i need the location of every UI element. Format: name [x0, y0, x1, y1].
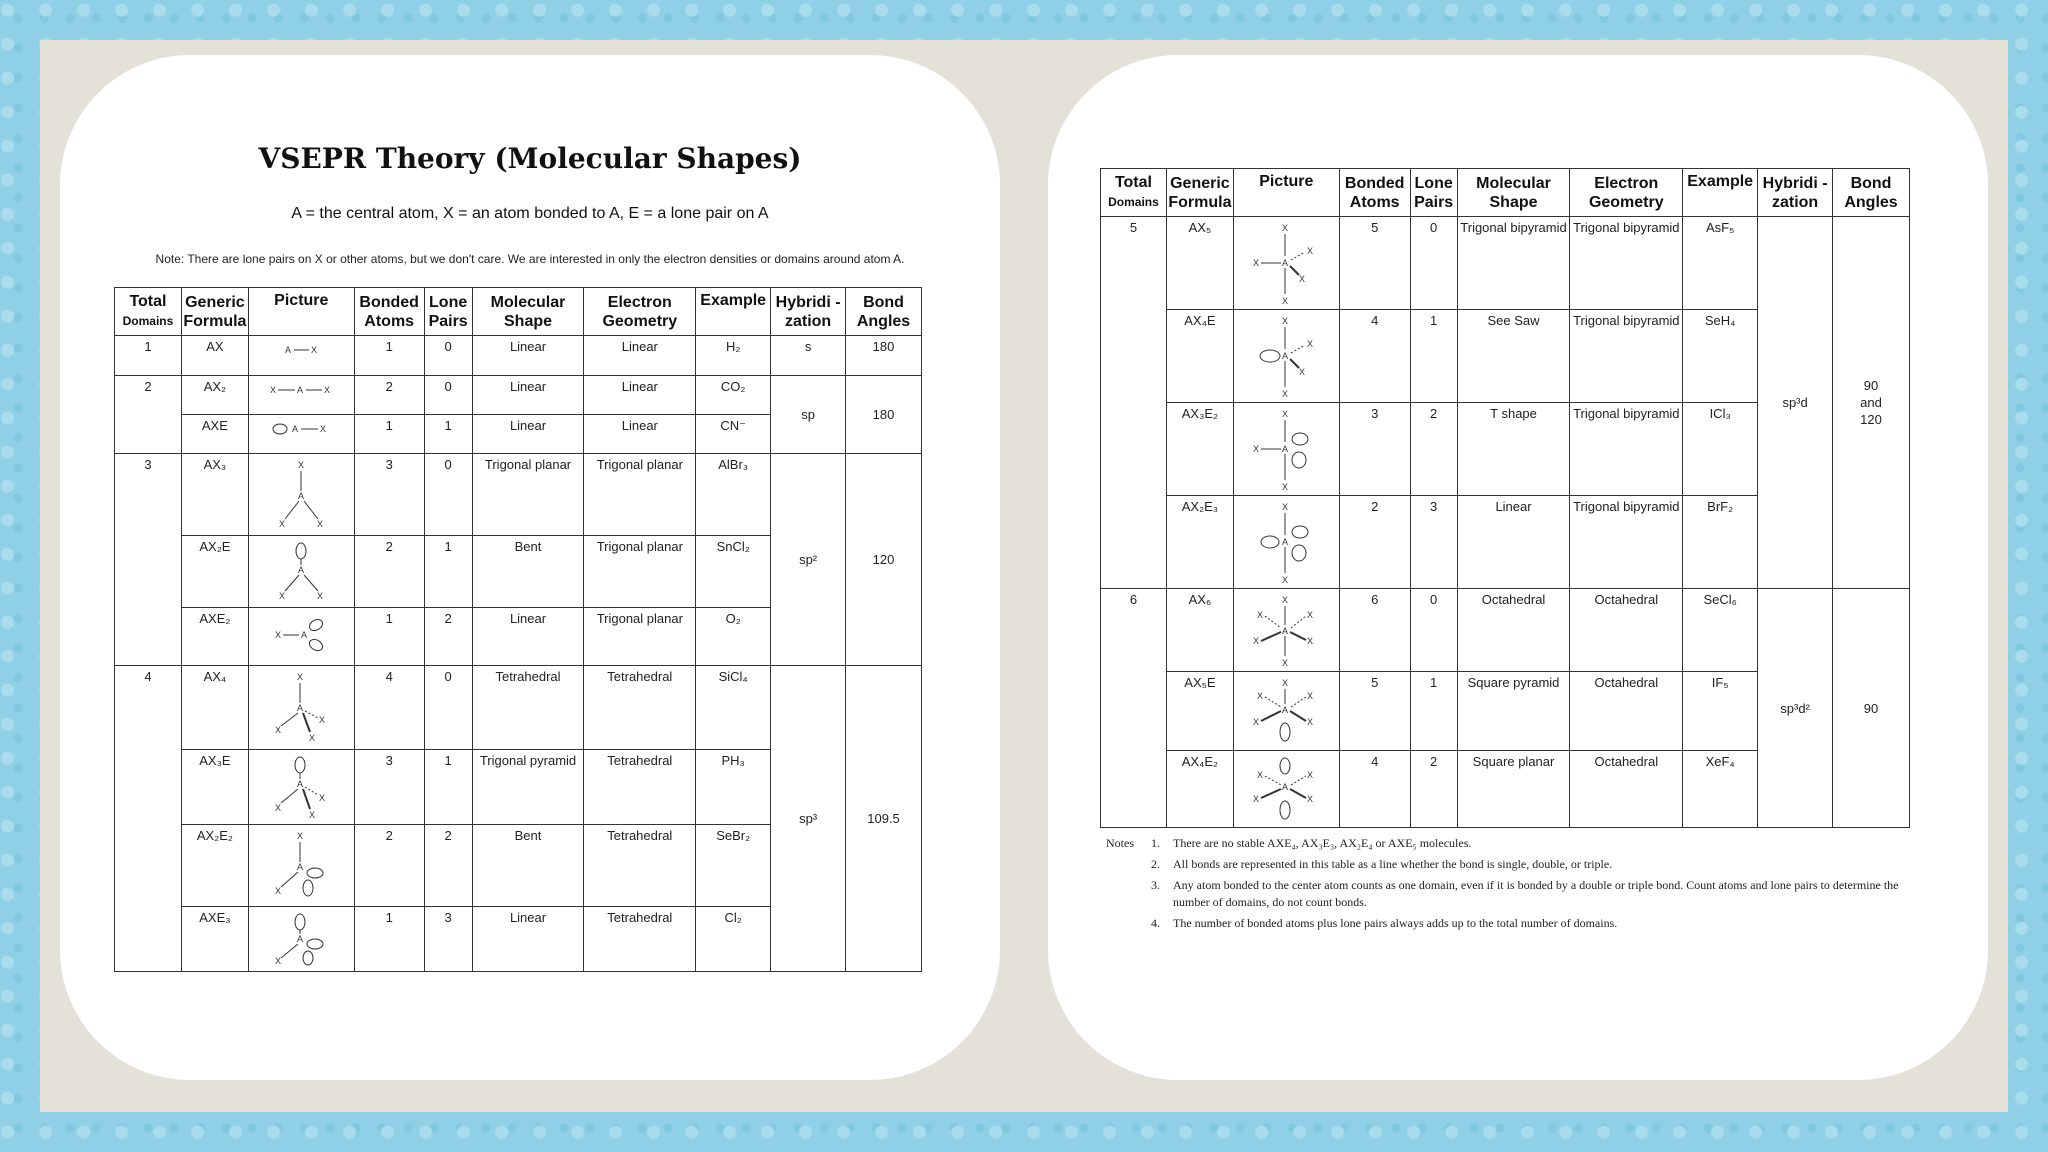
svg-text:X: X	[309, 810, 316, 820]
svg-text:X: X	[1307, 636, 1314, 646]
bonded-atoms-cell: 3	[354, 750, 424, 825]
header-bond-angles: Bond Angles	[846, 288, 922, 336]
picture-cell	[248, 415, 354, 454]
picture-cell	[1233, 496, 1339, 589]
header-total-domains: Total Domains	[1101, 169, 1167, 217]
generic-formula-cell: AX₅	[1166, 217, 1233, 310]
lone-pairs-cell: 1	[1410, 310, 1457, 403]
example-cell: SiCl₄	[696, 666, 771, 750]
molecule-diagram	[266, 381, 336, 399]
note-number: 3.	[1151, 878, 1160, 892]
vsepr-table-right	[1100, 168, 1910, 828]
bond-angles-cell: 90	[1833, 589, 1910, 828]
bonded-atoms-cell: 3	[1339, 403, 1410, 496]
example-cell: ICl₃	[1683, 403, 1758, 496]
vsepr-table-left	[114, 287, 922, 972]
svg-text:X: X	[317, 591, 324, 601]
svg-text:X: X	[298, 460, 305, 470]
generic-formula-cell: AX₃	[181, 454, 248, 536]
note-item	[1106, 877, 1906, 911]
header-generic-formula: Generic Formula	[1166, 169, 1233, 217]
picture-cell	[1233, 310, 1339, 403]
lone-pairs-cell: 1	[424, 415, 472, 454]
svg-text:X: X	[1307, 246, 1314, 256]
molecular-shape-cell: Trigonal planar	[472, 454, 584, 536]
right-page	[1048, 55, 1988, 1080]
bonded-atoms-cell: 5	[1339, 217, 1410, 310]
header-bond-angles: Bond Angles	[1833, 169, 1910, 217]
molecular-shape-cell: Square planar	[1457, 751, 1570, 828]
picture-cell	[248, 454, 354, 536]
total-domains-cell: 3	[115, 454, 182, 666]
svg-text:X: X	[320, 424, 327, 434]
lone-pairs-cell: 0	[424, 336, 472, 376]
svg-text:X: X	[1257, 610, 1264, 620]
left-page	[60, 55, 1000, 1080]
electron-geometry-cell: Tetrahedral	[584, 750, 696, 825]
table-row	[115, 666, 922, 750]
generic-formula-cell: AX₃E₂	[1166, 403, 1233, 496]
svg-text:A: A	[1282, 444, 1289, 454]
lone-pairs-cell: 2	[1410, 751, 1457, 828]
header-total-domains: Total Domains	[115, 288, 182, 336]
svg-text:X: X	[1282, 482, 1289, 492]
hybridization-cell: s	[771, 336, 846, 376]
svg-text:X: X	[1282, 316, 1289, 326]
generic-formula-cell: AX₃E	[181, 750, 248, 825]
molecule-diagram	[269, 912, 333, 968]
svg-text:X: X	[1282, 296, 1289, 306]
svg-text:X: X	[309, 733, 316, 743]
generic-formula-cell: AX	[181, 336, 248, 376]
svg-text:X: X	[1307, 691, 1314, 701]
page-subtitle: A = the central atom, X = an atom bonded to A, E = a lone pair on A	[291, 205, 769, 222]
molecular-shape-cell: Square pyramid	[1457, 672, 1570, 751]
bonded-atoms-cell: 4	[354, 666, 424, 750]
electron-geometry-cell: Trigonal planar	[584, 608, 696, 666]
svg-text:X: X	[1282, 595, 1289, 605]
molecule-diagram	[1251, 222, 1321, 306]
svg-text:X: X	[279, 519, 286, 529]
bonded-atoms-cell: 1	[354, 336, 424, 376]
svg-text:X: X	[1299, 367, 1306, 377]
bond-angles-cell: 109.5	[846, 666, 922, 972]
notes-label: Notes	[1106, 836, 1134, 850]
hybridization-cell: sp³d²	[1758, 589, 1833, 828]
molecule-diagram	[1251, 408, 1321, 492]
header-example: Example	[1683, 169, 1758, 217]
svg-text:X: X	[1253, 444, 1260, 454]
electron-geometry-cell: Linear	[584, 415, 696, 454]
example-cell: SeH₄	[1683, 310, 1758, 403]
page-note: Note: There are lone pairs on X or other atoms, but we don't care. We are interested in only the electron densities or domains around atom A.	[155, 252, 905, 266]
lone-pairs-cell: 0	[424, 376, 472, 415]
bonded-atoms-cell: 2	[354, 536, 424, 608]
electron-geometry-cell: Tetrahedral	[584, 666, 696, 750]
svg-text:X: X	[279, 591, 286, 601]
generic-formula-cell: AXE	[181, 415, 248, 454]
note-item	[1106, 915, 1906, 932]
total-domains-cell: 4	[115, 666, 182, 972]
picture-cell	[248, 907, 354, 972]
note-number: 2.	[1151, 857, 1160, 871]
header-bonded-atoms: Bonded Atoms	[354, 288, 424, 336]
svg-text:A: A	[1282, 258, 1289, 268]
lone-pairs-cell: 3	[1410, 496, 1457, 589]
molecular-shape-cell: Linear	[472, 336, 584, 376]
svg-text:X: X	[1282, 409, 1289, 419]
header-bonded-atoms: Bonded Atoms	[1339, 169, 1410, 217]
generic-formula-cell: AX₂	[181, 376, 248, 415]
svg-text:X: X	[319, 715, 326, 725]
bonded-atoms-cell: 4	[1339, 310, 1410, 403]
bond-angles-cell: 180	[846, 336, 922, 376]
electron-geometry-cell: Trigonal planar	[584, 536, 696, 608]
electron-geometry-cell: Trigonal bipyramid	[1570, 496, 1683, 589]
molecule-diagram	[1251, 594, 1321, 668]
svg-text:X: X	[317, 519, 324, 529]
electron-geometry-cell: Linear	[584, 376, 696, 415]
picture-cell	[1233, 217, 1339, 310]
svg-text:A: A	[297, 703, 304, 713]
molecule-diagram	[269, 671, 333, 745]
picture-cell	[1233, 589, 1339, 672]
table-row	[115, 454, 922, 536]
generic-formula-cell: AX₄	[181, 666, 248, 750]
molecule-diagram	[271, 613, 331, 657]
lone-pairs-cell: 1	[424, 536, 472, 608]
lone-pairs-cell: 0	[424, 666, 472, 750]
bond-angles-value: 90 and 120	[1860, 378, 1882, 427]
note-text: There are no stable AXE₄, AX₃E₃, AX₂E₄ or AXE₅ molecules.	[1173, 836, 1472, 850]
molecular-shape-cell: Bent	[472, 536, 584, 608]
svg-text:X: X	[1253, 794, 1260, 804]
header-electron-geometry: Electron Geometry	[1570, 169, 1683, 217]
picture-cell	[248, 536, 354, 608]
molecular-shape-cell: Linear	[472, 415, 584, 454]
note-item	[1106, 835, 1906, 852]
molecule-diagram	[1251, 756, 1321, 824]
svg-text:X: X	[1282, 678, 1289, 688]
header-example: Example	[696, 288, 771, 336]
svg-text:X: X	[1307, 794, 1314, 804]
example-cell: XeF₄	[1683, 751, 1758, 828]
hybridization-cell: sp³d	[1758, 217, 1833, 589]
electron-geometry-cell: Octahedral	[1570, 672, 1683, 751]
picture-cell	[1233, 403, 1339, 496]
example-cell: IF₅	[1683, 672, 1758, 751]
svg-text:X: X	[319, 793, 326, 803]
svg-text:X: X	[297, 831, 304, 841]
note-text: The number of bonded atoms plus lone pairs always adds up to the total number of domains.	[1173, 916, 1618, 930]
svg-text:X: X	[1299, 274, 1306, 284]
svg-text:X: X	[275, 886, 282, 896]
picture-cell	[248, 376, 354, 415]
molecule-diagram	[1251, 315, 1321, 399]
molecular-shape-cell: Trigonal bipyramid	[1457, 217, 1570, 310]
bonded-atoms-cell: 4	[1339, 751, 1410, 828]
svg-text:X: X	[1282, 223, 1289, 233]
total-domains-cell: 5	[1101, 217, 1167, 589]
header-hybridization: Hybridi -zation	[1758, 169, 1833, 217]
lone-pairs-cell: 2	[424, 608, 472, 666]
molecular-shape-cell: Tetrahedral	[472, 666, 584, 750]
lone-pairs-cell: 0	[424, 454, 472, 536]
example-cell: SeCl₆	[1683, 589, 1758, 672]
svg-text:A: A	[301, 630, 308, 640]
svg-text:A: A	[1282, 537, 1289, 547]
note-text: Any atom bonded to the center atom counts as one domain, even if it is bonded by a double or triple bond. Count atoms and lone pairs to determine the number of domains, do not count bonds.	[1173, 878, 1899, 909]
svg-text:X: X	[1282, 502, 1289, 512]
molecular-shape-cell: Linear	[472, 907, 584, 972]
electron-geometry-cell: Trigonal planar	[584, 454, 696, 536]
svg-text:A: A	[292, 424, 299, 434]
svg-text:A: A	[297, 862, 304, 872]
lone-pairs-cell: 0	[1410, 589, 1457, 672]
hybridization-cell: sp³	[771, 666, 846, 972]
electron-geometry-cell: Tetrahedral	[584, 907, 696, 972]
svg-text:A: A	[1282, 626, 1289, 636]
header-hybridization: Hybridi -zation	[771, 288, 846, 336]
header-generic-formula: Generic Formula	[181, 288, 248, 336]
generic-formula-cell: AX₂E₂	[181, 825, 248, 907]
molecule-diagram	[269, 755, 333, 821]
bonded-atoms-cell: 1	[354, 608, 424, 666]
page-title: VSEPR Theory (Molecular Shapes)	[258, 142, 802, 175]
molecular-shape-cell: Octahedral	[1457, 589, 1570, 672]
electron-geometry-cell: Tetrahedral	[584, 825, 696, 907]
svg-text:A: A	[1282, 351, 1289, 361]
bond-angles-cell: 120	[846, 454, 922, 666]
svg-text:A: A	[1282, 705, 1289, 715]
svg-text:X: X	[1307, 610, 1314, 620]
example-cell: CN⁻	[696, 415, 771, 454]
picture-cell	[248, 825, 354, 907]
molecule-diagram	[271, 341, 331, 359]
svg-text:A: A	[285, 345, 292, 355]
svg-text:X: X	[275, 956, 282, 966]
total-domains-cell: 6	[1101, 589, 1167, 828]
electron-geometry-cell: Trigonal bipyramid	[1570, 403, 1683, 496]
note-number: 4.	[1151, 916, 1160, 930]
svg-text:X: X	[275, 725, 282, 735]
svg-text:A: A	[298, 565, 305, 575]
picture-cell	[1233, 672, 1339, 751]
svg-text:X: X	[1257, 770, 1264, 780]
svg-text:X: X	[270, 385, 277, 395]
generic-formula-cell: AX₂E	[181, 536, 248, 608]
svg-text:X: X	[1307, 717, 1314, 727]
generic-formula-cell: AX₄E	[1166, 310, 1233, 403]
bonded-atoms-cell: 6	[1339, 589, 1410, 672]
example-cell: SnCl₂	[696, 536, 771, 608]
molecular-shape-cell: Linear	[472, 376, 584, 415]
svg-text:A: A	[297, 779, 304, 789]
example-cell: H₂	[696, 336, 771, 376]
molecule-diagram	[269, 830, 333, 902]
bonded-atoms-cell: 3	[354, 454, 424, 536]
lone-pairs-cell: 1	[424, 750, 472, 825]
table-row	[115, 336, 922, 376]
molecule-diagram	[266, 420, 336, 438]
generic-formula-cell: AX₅E	[1166, 672, 1233, 751]
picture-cell	[248, 336, 354, 376]
svg-text:A: A	[1282, 782, 1289, 792]
generic-formula-cell: AXE₃	[181, 907, 248, 972]
svg-text:X: X	[1307, 770, 1314, 780]
generic-formula-cell: AX₄E₂	[1166, 751, 1233, 828]
molecule-diagram	[271, 459, 331, 531]
header-electron-geometry: Electron Geometry	[584, 288, 696, 336]
svg-text:X: X	[1257, 691, 1264, 701]
svg-text:X: X	[1282, 575, 1289, 585]
svg-text:X: X	[275, 630, 282, 640]
electron-geometry-cell: Linear	[584, 336, 696, 376]
bonded-atoms-cell: 2	[1339, 496, 1410, 589]
bonded-atoms-cell: 5	[1339, 672, 1410, 751]
total-domains-cell: 1	[115, 336, 182, 376]
svg-text:X: X	[1253, 636, 1260, 646]
svg-text:A: A	[297, 934, 304, 944]
table-row	[1101, 589, 1910, 672]
example-cell: AlBr₃	[696, 454, 771, 536]
example-cell: Cl₂	[696, 907, 771, 972]
total-domains-cell: 2	[115, 376, 182, 454]
svg-text:X: X	[275, 803, 282, 813]
hybridization-cell: sp²	[771, 454, 846, 666]
bonded-atoms-cell: 2	[354, 825, 424, 907]
lone-pairs-cell: 2	[1410, 403, 1457, 496]
molecular-shape-cell: Linear	[472, 608, 584, 666]
header-picture: Picture	[248, 288, 354, 336]
header-lone-pairs: Lone Pairs	[424, 288, 472, 336]
electron-geometry-cell: Octahedral	[1570, 589, 1683, 672]
svg-text:A: A	[297, 385, 304, 395]
header-lone-pairs: Lone Pairs	[1410, 169, 1457, 217]
bonded-atoms-cell: 1	[354, 415, 424, 454]
svg-text:X: X	[1307, 339, 1314, 349]
svg-text:X: X	[1282, 389, 1289, 399]
page-title-block	[60, 142, 1000, 175]
svg-text:X: X	[1282, 658, 1289, 668]
header-molecular-shape: Molecular Shape	[472, 288, 584, 336]
table-row	[115, 376, 922, 415]
hybridization-cell: sp	[771, 376, 846, 454]
molecule-diagram	[1251, 501, 1321, 585]
note-number: 1.	[1151, 836, 1160, 850]
lone-pairs-cell: 1	[1410, 672, 1457, 751]
electron-geometry-cell: Trigonal bipyramid	[1570, 310, 1683, 403]
molecular-shape-cell: See Saw	[1457, 310, 1570, 403]
example-cell: O₂	[696, 608, 771, 666]
bonded-atoms-cell: 2	[354, 376, 424, 415]
molecular-shape-cell: T shape	[1457, 403, 1570, 496]
generic-formula-cell: AX₂E₃	[1166, 496, 1233, 589]
picture-cell	[248, 608, 354, 666]
table-header-row	[115, 288, 922, 336]
example-cell: BrF₂	[1683, 496, 1758, 589]
svg-text:X: X	[297, 672, 304, 682]
generic-formula-cell: AX₆	[1166, 589, 1233, 672]
table-row	[1101, 217, 1910, 310]
header-picture: Picture	[1233, 169, 1339, 217]
picture-cell	[248, 666, 354, 750]
generic-formula-cell: AXE₂	[181, 608, 248, 666]
svg-text:X: X	[311, 345, 318, 355]
svg-text:X: X	[324, 385, 331, 395]
lone-pairs-cell: 2	[424, 825, 472, 907]
picture-cell	[248, 750, 354, 825]
example-cell: PH₃	[696, 750, 771, 825]
notes-section	[1106, 835, 1906, 936]
svg-text:A: A	[298, 491, 305, 501]
molecule-diagram	[271, 541, 331, 603]
bond-angles-cell	[1833, 217, 1910, 589]
header-molecular-shape: Molecular Shape	[1457, 169, 1570, 217]
electron-geometry-cell: Trigonal bipyramid	[1570, 217, 1683, 310]
table-header-row	[1101, 169, 1910, 217]
molecular-shape-cell: Bent	[472, 825, 584, 907]
svg-text:X: X	[1253, 258, 1260, 268]
molecular-shape-cell: Linear	[1457, 496, 1570, 589]
molecular-shape-cell: Trigonal pyramid	[472, 750, 584, 825]
molecule-diagram	[1251, 677, 1321, 747]
lone-pairs-cell: 3	[424, 907, 472, 972]
lone-pairs-cell: 0	[1410, 217, 1457, 310]
bonded-atoms-cell: 1	[354, 907, 424, 972]
example-cell: AsF₅	[1683, 217, 1758, 310]
example-cell: SeBr₂	[696, 825, 771, 907]
bond-angles-cell: 180	[846, 376, 922, 454]
svg-text:X: X	[1253, 717, 1260, 727]
note-text: All bonds are represented in this table as a line whether the bond is single, double, or triple.	[1173, 857, 1613, 871]
note-item	[1106, 856, 1906, 873]
electron-geometry-cell: Octahedral	[1570, 751, 1683, 828]
example-cell: CO₂	[696, 376, 771, 415]
picture-cell	[1233, 751, 1339, 828]
